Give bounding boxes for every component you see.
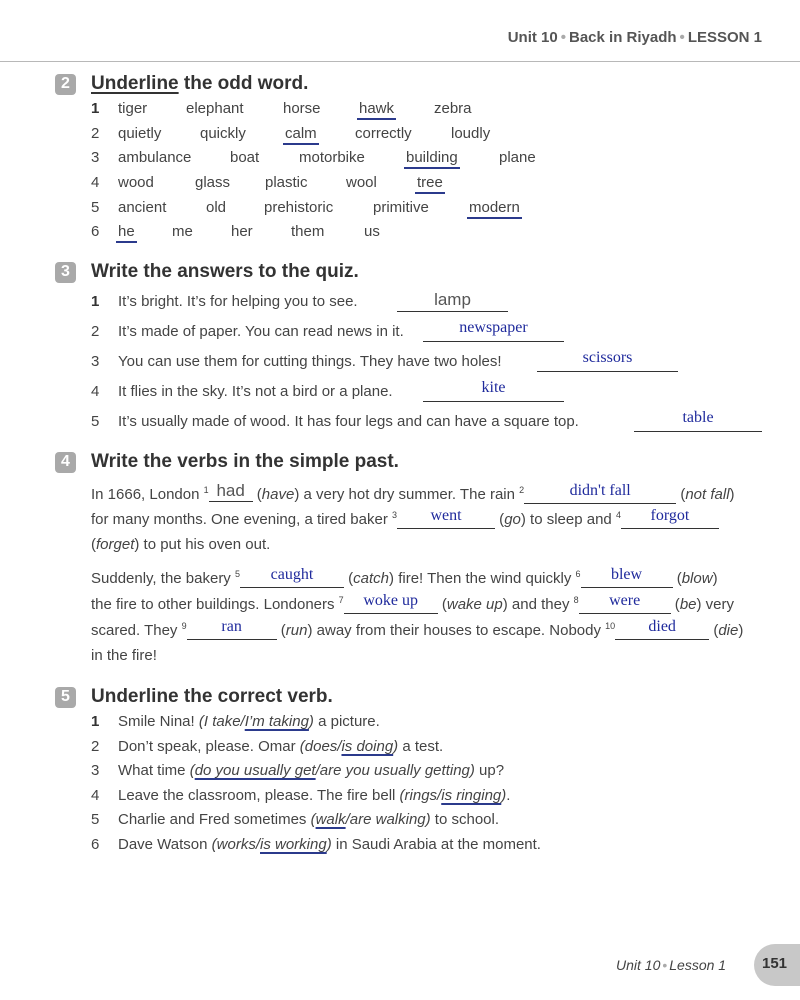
selected-verb: is working: [260, 836, 327, 853]
quiz-answer-field[interactable]: kite: [423, 383, 564, 402]
selected-verb: is doing: [341, 738, 394, 755]
s2-word: plastic: [265, 174, 308, 191]
s4-p1-line2: for many months. One evening, a tired baker $^3$ went (go) to sleep and $^4$ forgot: [91, 510, 719, 530]
selected-verb: I’m taking: [244, 713, 309, 730]
section4-title-text: Write the verbs in the simple past.: [91, 451, 399, 472]
selected-verb: walk: [315, 811, 346, 828]
s2-word: her: [231, 223, 253, 240]
header-divider: [0, 61, 800, 62]
s2-word: ambulance: [118, 149, 192, 166]
section2-title-underlined: Underline: [91, 73, 179, 94]
section3-badge: 3: [55, 262, 76, 283]
s2-word: us: [364, 223, 380, 240]
s2-row-5: 5 ancient old prehistoric primitive modern: [91, 199, 551, 219]
s2-row-6: 6 he me her them us: [91, 223, 411, 243]
quiz-answer-field[interactable]: newspaper: [423, 323, 564, 342]
quiz-item-4: 4 It flies in the sky. It’s not a bird or a plane. kite: [91, 383, 571, 403]
verb-answer-field[interactable]: blew: [581, 570, 673, 588]
verb-answer-field[interactable]: didn't fall: [524, 486, 676, 504]
s2-word: boat: [230, 149, 260, 166]
s2-word: them: [291, 223, 325, 240]
s2-word: quickly: [200, 125, 246, 142]
s5-item-6: 6 Dave Watson (works/is working) in Saudi Arabia at the moment.: [91, 836, 541, 853]
s2-word: correctly: [355, 125, 412, 142]
s2-word: tiger: [118, 100, 148, 117]
s2-word: elephant: [186, 100, 244, 117]
s4-p1-line3: (forget) to put his oven out.: [91, 536, 271, 553]
page-number: 151: [762, 955, 788, 972]
s2-word-underlined: building: [404, 149, 460, 169]
header-lesson: LESSON 1: [687, 29, 762, 46]
section3-title: [55, 261, 359, 283]
s2-word: primitive: [373, 199, 429, 216]
s2-word-underlined: he: [116, 223, 137, 243]
section2-title-rest: the odd word.: [178, 73, 309, 94]
verb-answer-field[interactable]: were: [579, 596, 671, 614]
header-unit: Unit 10: [507, 29, 558, 46]
s4-p2-line1: Suddenly, the bakery $^5$ caught (catch) fire! Then the wind quickly $^6$ blew (blow): [91, 566, 718, 587]
quiz-item-1: 1 It’s bright. It’s for helping you to see. lamp: [91, 293, 511, 313]
quiz-item-3: 3 You can use them for cutting things. They have two holes! scissors: [91, 353, 681, 373]
selected-verb: do you usually get: [194, 762, 316, 779]
section2-badge: 2: [55, 74, 76, 95]
s2-word: old: [206, 199, 227, 216]
s2-word-underlined: calm: [283, 125, 319, 145]
s2-word-underlined: modern: [467, 199, 522, 219]
verb-answer-field[interactable]: went: [397, 511, 495, 529]
verb-answer-field[interactable]: had: [209, 484, 253, 502]
s2-word: ancient: [118, 199, 167, 216]
s4-p2-line4: in the fire!: [91, 647, 157, 664]
s2-word-underlined: tree: [415, 174, 445, 194]
s2-word: horse: [283, 100, 321, 117]
footer-label: Unit 10 • Lesson 1: [616, 957, 727, 973]
s2-word: me: [172, 223, 193, 240]
quiz-answer-field[interactable]: lamp: [397, 293, 508, 312]
section5-title: [55, 686, 333, 708]
quiz-item-2: 2 It’s made of paper. You can read news in it. newspaper: [91, 323, 571, 343]
s2-word: prehistoric: [264, 199, 334, 216]
section2-title: [55, 73, 308, 95]
verb-answer-field[interactable]: ran: [187, 622, 277, 640]
quiz-answer-field[interactable]: scissors: [537, 353, 678, 372]
s2-row-3: 3 ambulance boat motorbike building plane: [91, 149, 551, 169]
s5-item-1: 1 Smile Nina! (I take/I’m taking) a picture.: [91, 713, 380, 730]
s4-p2-line2: the fire to other buildings. Londoners $^7$ woke up (wake up) and they $^8$ were (be) very: [91, 592, 734, 613]
section5-title-text: Underline the correct verb.: [91, 686, 333, 707]
quiz-item-5: 5 It’s usually made of wood. It has four legs and can have a square top. table: [91, 413, 766, 433]
s2-word: quietly: [118, 125, 162, 142]
section4-title: [55, 451, 399, 473]
header-title: Back in Riyadh: [569, 29, 677, 46]
s2-word: wood: [118, 174, 154, 191]
s2-word: glass: [195, 174, 231, 191]
section3-title-text: Write the answers to the quiz.: [91, 261, 359, 282]
s2-row-1: 1 tiger elephant horse hawk zebra: [91, 100, 511, 120]
verb-answer-field[interactable]: died: [615, 622, 709, 640]
s2-word-underlined: hawk: [357, 100, 396, 120]
quiz-answer-field[interactable]: table: [634, 413, 762, 432]
s2-word: zebra: [434, 100, 472, 117]
verb-answer-field[interactable]: woke up: [344, 596, 438, 614]
s2-word: loudly: [451, 125, 491, 142]
section4-badge: 4: [55, 452, 76, 473]
s5-item-4: 4 Leave the classroom, please. The fire bell (rings/is ringing).: [91, 787, 511, 804]
s4-p1-line1: In 1666, London $^1$ had (have) a very hot dry summer. The rain $^2$ didn't fall (not fall): [91, 481, 735, 503]
verb-answer-field[interactable]: forgot: [621, 511, 719, 529]
s5-item-5: 5 Charlie and Fred sometimes (walk/are walking) to school.: [91, 811, 500, 828]
s2-word: motorbike: [299, 149, 365, 166]
page-header: Unit 10 • Back in Riyadh • LESSON 1: [507, 29, 762, 46]
section5-badge: 5: [55, 687, 76, 708]
page-number-tab: [754, 944, 800, 986]
s2-word: wool: [346, 174, 377, 191]
s2-word: plane: [499, 149, 536, 166]
selected-verb: is ringing: [441, 787, 502, 804]
s2-row-2: 2 quietly quickly calm correctly loudly: [91, 125, 511, 145]
s2-row-4: 4 wood glass plastic wool tree: [91, 174, 511, 194]
s5-item-2: 2 Don’t speak, please. Omar (does/is doing) a test.: [91, 738, 444, 755]
s4-p2-line3: scared. They $^9$ ran (run) away from their houses to escape. Nobody $^{10}$ died (die): [91, 618, 744, 639]
verb-answer-field[interactable]: caught: [240, 570, 344, 588]
s5-item-3: 3 What time (do you usually get/are you usually getting) up?: [91, 762, 505, 779]
